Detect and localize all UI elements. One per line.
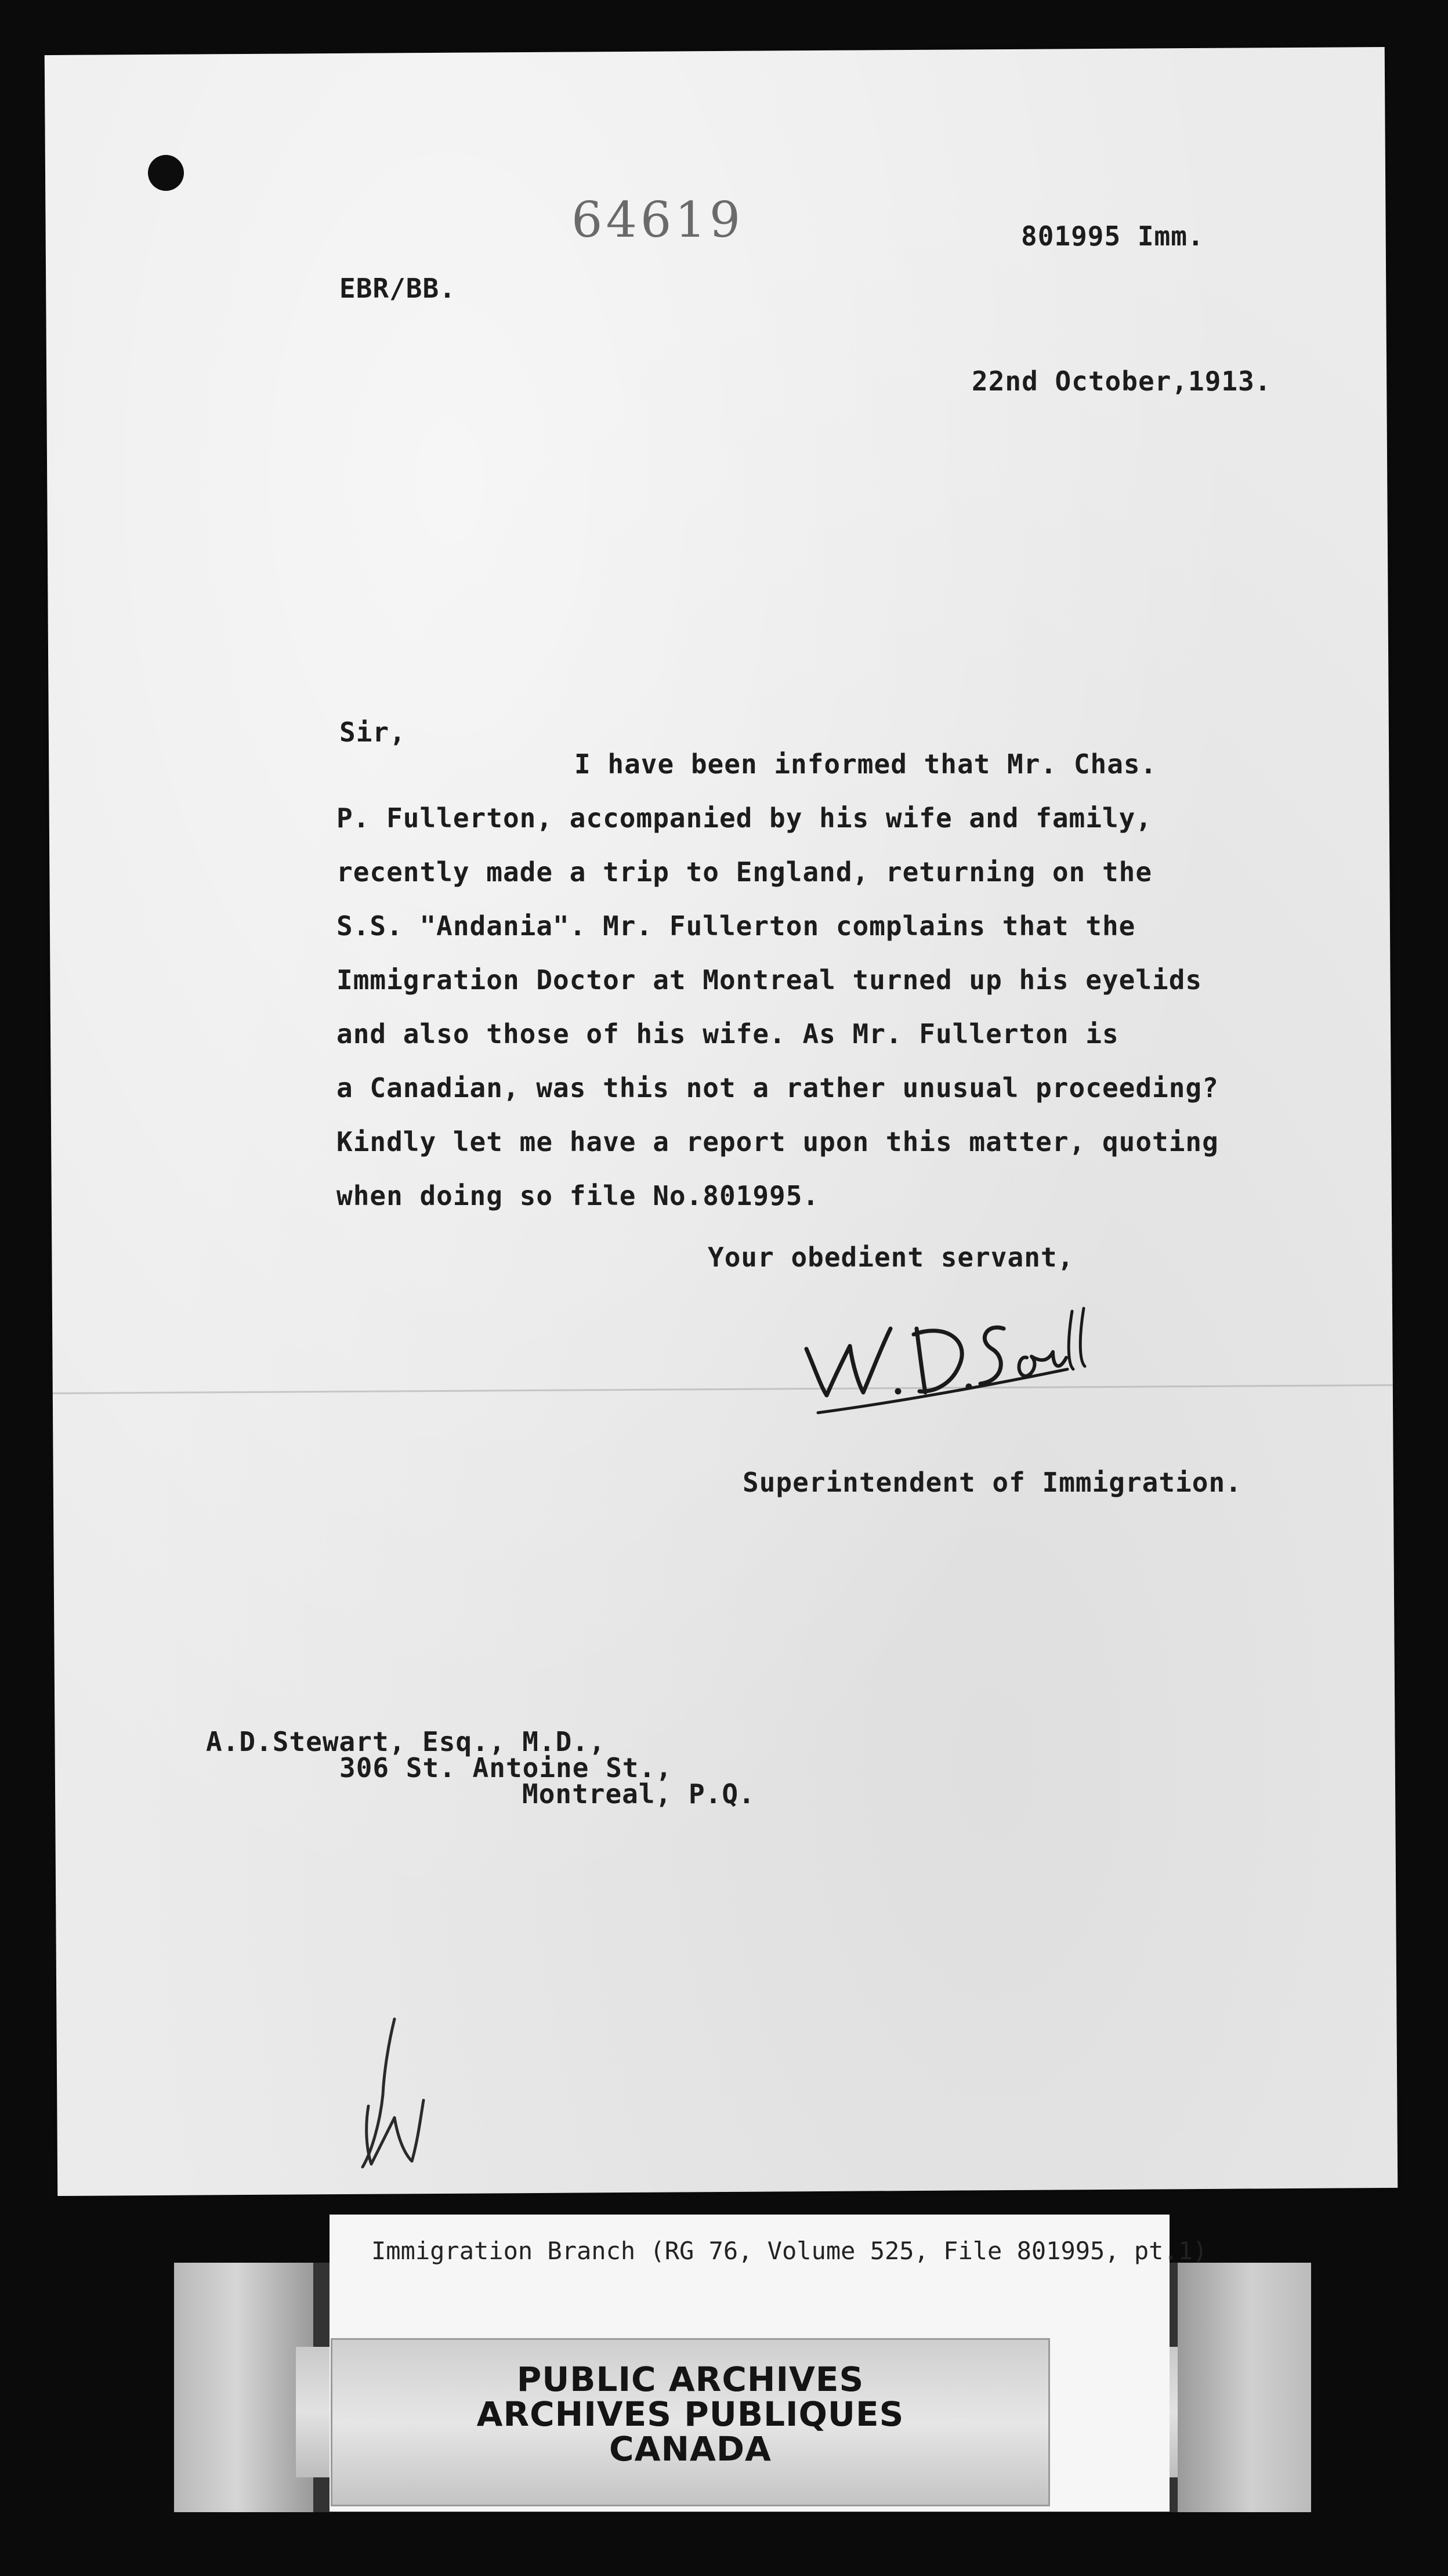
body-line: recently made a trip to England, returning on the [336, 856, 1153, 888]
signatory-title: Superintendent of Immigration. [743, 1467, 1242, 1498]
addressee-name: A.D.Stewart, Esq., M.D., [206, 1726, 606, 1757]
addressee-city: Montreal, P.Q. [522, 1778, 755, 1810]
stamp-line: ARCHIVES PUBLIQUES [476, 2394, 904, 2434]
body-line: when doing so file No.801995. [336, 1180, 820, 1211]
archive-stamp [331, 2338, 1050, 2506]
addressee-street: 306 St. Antoine St., [339, 1752, 672, 1783]
initials-reference: EBR/BB. [339, 273, 456, 304]
handwritten-initials-image [348, 2007, 435, 2181]
punch-hole [148, 155, 184, 191]
stamp-line: PUBLIC ARCHIVES [516, 2360, 864, 2399]
signature-image [795, 1288, 1096, 1421]
body-line: and also those of his wife. As Mr. Fullerton is [336, 1018, 1119, 1050]
salutation: Sir, [339, 717, 406, 748]
body-line: Immigration Doctor at Montreal turned up his eyelids [336, 964, 1203, 996]
closing: Your obedient servant, [708, 1242, 1074, 1273]
body-line: S.S. "Andania". Mr. Fullerton complains that the [336, 910, 1136, 942]
stamp-line: CANADA [609, 2429, 772, 2469]
strip-right-edge [1178, 2263, 1311, 2512]
body-line: a Canadian, was this not a rather unusual proceeding? [336, 1072, 1219, 1104]
body-line: P. Fullerton, accompanied by his wife and family, [336, 802, 1153, 834]
body-line: I have been informed that Mr. Chas. [574, 748, 1157, 780]
letter-date: 22nd October,1913. [972, 366, 1272, 397]
strip-left-edge [174, 2263, 313, 2512]
archive-reference: Immigration Branch (RG 76, Volume 525, File 801995, pt.1) [371, 2237, 1208, 2265]
fold-crease [53, 1384, 1393, 1394]
file-reference: 801995 Imm. [1021, 220, 1204, 252]
body-line: Kindly let me have a report upon this matter, quoting [336, 1126, 1219, 1157]
stamp-number: 64619 [571, 191, 744, 248]
